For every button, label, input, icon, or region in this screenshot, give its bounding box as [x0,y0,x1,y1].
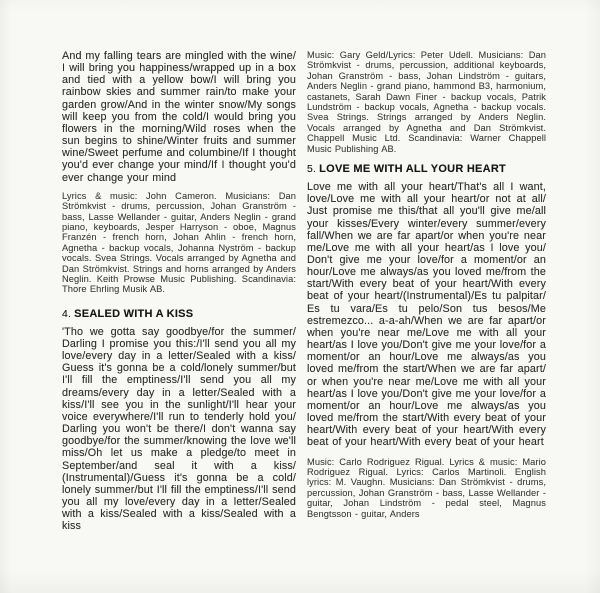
continued-lyrics-text: And my falling tears are mingled with the wine/​I will bring you happiness/​wrapped up in a box and tied with a yellow bow/​I will bring you rainbow skies and summer rain/​to make your garden grow/​And in the winter snow/​My songs will keep you from the cold/​I would bring you flowers in the morning/​Wild roses when the sun begins to shine/​Winter fruits and summer wine/​Sweet perfume and columbine/​If I thought you'd ever change your mind/​If I thought you'd ever change your mind [62,50,296,184]
right-column [307,50,546,519]
track4-title: SEALED WITH A KISS [74,307,194,320]
track5-title: LOVE ME WITH ALL YOUR HEART [319,163,506,176]
track5-credits-text: Music: Carlo Rodriguez Rigual. Lyrics & music: Mario Rodriguez Rigual. Lyrics: Carlos Martinoli. English lyrics: M. Vaughn. Musicians: Dan Strömkvist - drums, percussion, Johan Granström - bass, Lasse Wellander - guitar, Johan Lindström - pedal steel, Magnus Bengtsson - guitar, Anders [307,456,546,519]
track4-credits-text: Music: Gary Geld/Lyrics: Peter Udell. Musicians: Dan Strömkvist - drums, percussion, additional keyboards, Johan Granström - bass, Johan Lindström - guitars, Anders Neglin - grand piano, hammond B3, harmonium, castanets, Sarah Dawn Finer - backup vocals, Patrik Lundström - backup vocals, Agnetha - backup vocals. Svea Strings. Strings arranged by Anders Neglin. Vocals arranged by Agnetha and Dan Strömkvist. Chappell Music Ltd. Scandinavia: Warner Chappell Music Publishing AB. [307,50,546,154]
track5-lyrics-text: Love me with all your heart/​That's all I want, love/​Love me with all your heart/​or not at all/​Just promise me this/​that all you'll give me/​all your kisses/​Every winter/​every summer/​every fall/​When we are far apart/​or when you're near me/​Love me with all your heart/​as I love you/​Don't give me your love/​for a moment/​or an hour/​Love me always/​as you loved me/​from the start/​With every beat of your heart/​With every beat of your heart/​(Instrumental)/​Es tu palpitar/​Es tu vara/​Es tu pelo/​Son tus besos/​Me estremezco... a-a-ah/​When we are far apart/​or when you're near me/​Love me with all your heart/​as I love you/​Don't give me your love/​for a moment/​or an hour/​Love me always/​as you loved me/​from the start/​When we are far apart/​or when you're near me/​Love me with all your heart/​as I love you/​Don't give me your love/​for a moment/​or an hour/​Love me always/​as you loved me/​from the start/​With every beat of your heart/​With every beat of your heart/​With every beat of your heart/​With every beat of your heart [307,181,546,449]
track5-number: 5. [307,164,317,176]
track4-number: 4. [62,308,72,320]
track3-credits-text: Lyrics & music: John Cameron. Musicians: Dan Strömkvist - drums, percussion, Johan Granström - bass, Lasse Wellander - guitar, Anders Neglin - grand piano, keyboards, Jesper Harryson - oboe, Magnus Franzén - french horn, Johan Ahlin - french horn, Agnetha - backup vocals, Johanna Nyström - backup vocals. Svea Strings. Vocals arranged by Agnetha and Dan Strömkvist. Strings and horns arranged by Anders Neglin. Keith Prowse Music Publishing. Scandinavia: Thore Ehrling Musik AB. [62,190,296,295]
track5-heading [307,163,546,176]
track4-heading [62,308,296,321]
left-column [62,50,296,532]
track4-lyrics-text: 'Tho we gotta say goodbye/​for the summer/​Darling I promise you this:/​I'll send you all my love/​every day in a letter/​Sealed with a kiss/​Guess it's gonna be a cold/​lonely summer/​but I'll fill the emptiness/​I'll send you all my dreams/​every day in a letter/​Sealed with a kiss/​I'll see you in the sunlight/​I'll hear your voice everywhere/​I'll run to tenderly hold you/​Darling you won't be there/​I don't wanna say goodbye/​for the summer/​knowing the love we'll miss/​Oh let us make a pledge/​to meet in September/​and seal it with a kiss/​(Instrumental)/​Guess it's gonna be a cold/​lonely summer/​but I'll fill the emptiness/​I'll send you all my love/​every day in a letter/​Sealed with a kiss/​Sealed with a kiss/​Sealed with a kiss [62,325,296,533]
